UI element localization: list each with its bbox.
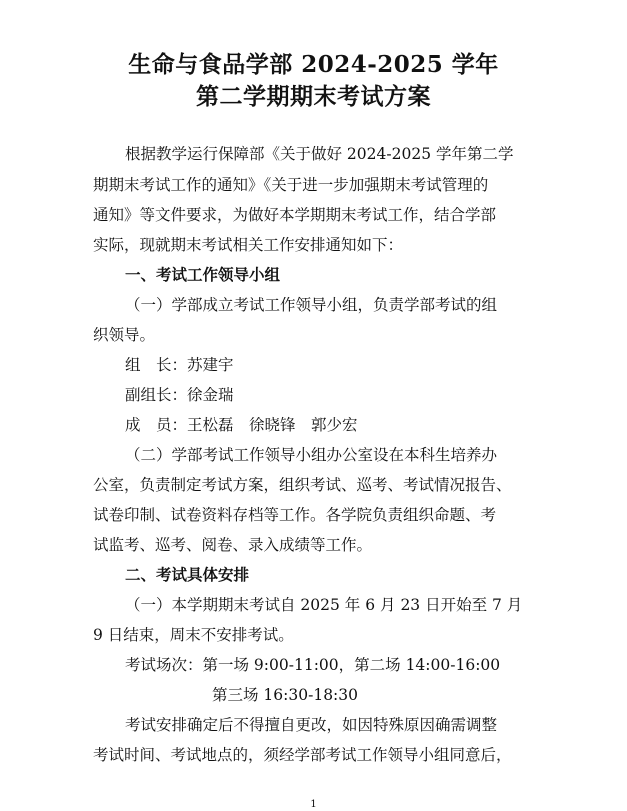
- leader-line: 组 长：苏建宇: [125, 356, 234, 374]
- title-line-2: 第二学期期末考试方案: [196, 83, 431, 110]
- section-2-para-1-line-2: 9 日结束，周末不安排考试。: [93, 626, 294, 644]
- section-1-para-1-line-1: （一）学部成立考试工作领导小组，负责学部考试的组: [125, 296, 498, 314]
- page-number: 1: [310, 799, 317, 810]
- exam-sessions-line-1: 考试场次：第一场 9:00-11:00，第二场 14:00-16:00: [125, 656, 501, 674]
- intro-line-4: 实际，现就期末考试相关工作安排通知如下：: [93, 236, 404, 254]
- section-2-heading: 二、考试具体安排: [125, 565, 250, 584]
- section-1-para-2-line-1: （二）学部考试工作领导小组办公室设在本科生培养办: [125, 446, 498, 464]
- section-1-para-2-line-4: 试监考、巡考、阅卷、录入成绩等工作。: [93, 536, 373, 554]
- intro-line-3: 通知》等文件要求，为做好本学期期末考试工作，结合学部: [93, 206, 497, 224]
- members-line: 成 员：王松磊 徐晓锋 郭少宏: [125, 416, 358, 434]
- section-2-para-2-line-2: 考试时间、考试地点的，须经学部考试工作领导小组同意后，: [93, 746, 512, 764]
- section-1-para-1-line-2: 织领导。: [93, 326, 156, 344]
- intro-line-1: 根据教学运行保障部《关于做好 2024-2025 学年第二学: [125, 145, 514, 163]
- title-line-1: 生命与食品学部 2024-2025 学年: [128, 51, 499, 78]
- section-1-para-2-line-3: 试卷印制、试卷资料存档等工作。各学院负责组织命题、考: [93, 506, 497, 524]
- deputy-leader-line: 副组长：徐金瑞: [125, 386, 234, 404]
- section-2-para-1-line-1: （一）本学期期末考试自 2025 年 6 月 23 日开始至 7 月: [125, 596, 523, 614]
- exam-sessions-line-2: 第三场 16:30-18:30: [212, 686, 359, 704]
- intro-line-2: 期期末考试工作的通知》《关于进一步加强期末考试管理的: [93, 176, 489, 194]
- section-2-para-2-line-1: 考试安排确定后不得擅自更改，如因特殊原因确需调整: [125, 716, 498, 734]
- section-1-para-2-line-2: 公室，负责制定考试方案，组织考试、巡考、考试情况报告、: [93, 476, 512, 494]
- section-1-heading: 一、考试工作领导小组: [125, 265, 281, 284]
